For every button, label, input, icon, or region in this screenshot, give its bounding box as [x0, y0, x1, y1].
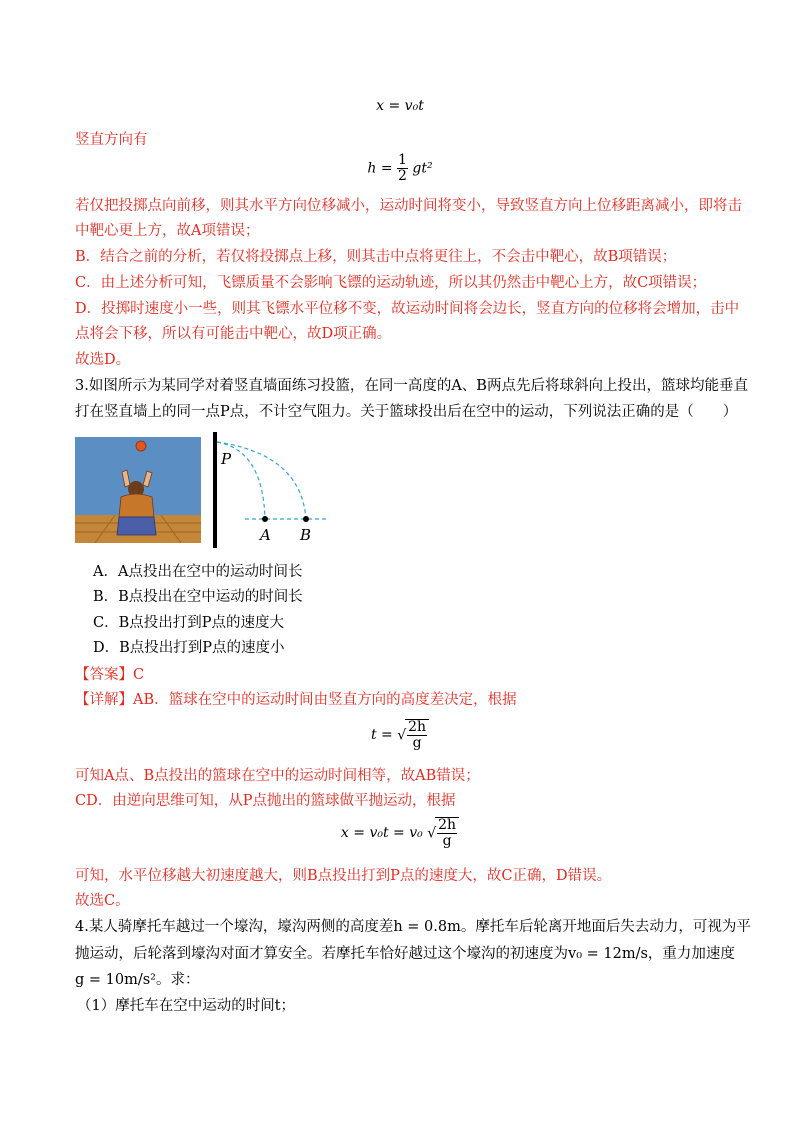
- conclude-cd: 可知，水平位移越大初速度越大，则B点投出打到P点的速度大，故C正确，D错误。: [75, 868, 612, 884]
- detail-ab-text: AB．篮球在空中的运动时间由竖直方向的高度差决定，根据: [133, 692, 517, 708]
- player-shorts: [117, 517, 156, 535]
- question-4-line1: 4.某人骑摩托车越过一个壕沟，壕沟两侧的高度差h = 0.8m。摩托车后轮离开地面后失去动力，可视为平: [75, 919, 751, 935]
- option-b: B．B点投出在空中运动的时间长: [93, 589, 303, 605]
- option-d: D．B点投出打到P点的速度小: [93, 640, 285, 656]
- question-3-line2: 打在竖直墙上的同一点P点，不计空气阻力。关于篮球投出后在空中的运动，下列说法正确的是（ ）: [75, 404, 738, 420]
- formula-t-sqrt: [0, 719, 800, 751]
- select-c: 故选C。: [75, 893, 130, 909]
- formula-x-v0t: [0, 98, 800, 114]
- fraction-numerator: 1: [398, 152, 407, 168]
- fraction-2h-g: [437, 818, 457, 849]
- answer-line: [75, 665, 144, 685]
- fraction-numerator: 2h: [408, 719, 427, 735]
- formula-x-sqrt: [0, 817, 800, 849]
- basketball-icon: [136, 441, 146, 451]
- paragraph-d-line2: 点将会下移，所以有可能击中靶心，故D项正确。: [75, 326, 392, 342]
- detail-cd: CD．由逆向思维可知，从P点抛出的篮球做平抛运动，根据: [75, 793, 456, 809]
- question-4-sub1: （1）摩托车在空中运动的时间t；: [77, 998, 296, 1014]
- paragraph-b: B．结合之前的分析，若仅将投掷点上移，则其击中点将更往上，不会击中靶心，故B项错误；: [75, 249, 677, 265]
- answer-tag: 【答案】: [75, 667, 133, 683]
- basketball-player-illustration: [75, 437, 201, 543]
- formula-lhs: h =: [367, 160, 393, 177]
- formula-text: x = v₀t: [376, 98, 424, 114]
- fraction-denominator: g: [442, 833, 452, 849]
- fraction-denominator: 2: [398, 168, 407, 184]
- label-b: B: [300, 526, 312, 544]
- question-4-line2: 抛运动，后轮落到壕沟对面才算安全。若摩托车恰好越过这个壕沟的初速度为v₀ = 12m/s，重力加速度: [75, 946, 735, 962]
- detail-tag: 【详解】: [75, 692, 133, 708]
- detail-ab: [75, 690, 517, 710]
- formula-h-half-gt2: [0, 153, 800, 184]
- paragraph-a-line1: 若仅把投掷点向前移，则其水平方向位移减小，运动时间将变小，导致竖直方向上位移距离减小，即将击: [75, 198, 742, 214]
- fraction-2h-g: [407, 720, 427, 751]
- fraction-half: [397, 153, 408, 184]
- answer-value: C: [133, 667, 145, 683]
- option-a: A．A点投出在空中的运动时间长: [93, 564, 303, 580]
- option-c: C．B点投出打到P点的速度大: [93, 615, 285, 631]
- fraction-denominator: g: [412, 735, 422, 751]
- player-jersey: [119, 494, 154, 517]
- conclude-ab: 可知A点、B点投出的篮球在空中的运动时间相等，故AB错误；: [75, 768, 480, 784]
- point-b: [303, 516, 309, 522]
- formula-lhs: t =: [370, 727, 393, 743]
- formula-lhs: x = v₀t = v₀: [340, 825, 423, 841]
- label-a: A: [260, 526, 271, 544]
- label-p: P: [221, 450, 232, 468]
- question-4-line3: g = 10m/s²。求：: [75, 972, 200, 988]
- trajectory-diagram: [205, 430, 340, 550]
- sqrt-radical: √ $\frac{2h}{g}$: [397, 719, 429, 751]
- formula-rhs: gt²: [412, 160, 433, 177]
- paragraph-a-line2: 中靶心更上方，故A项错误；: [75, 223, 260, 239]
- select-d: 故选D。: [75, 352, 131, 368]
- text-vertical-direction: 竖直方向有: [75, 132, 148, 148]
- question-3-line1: 3.如图所示为某同学对着竖直墙面练习投篮，在同一高度的A、B两点先后将球斜向上投出，篮球均能垂直: [75, 378, 748, 394]
- paragraph-c: C．由上述分析可知，飞镖质量不会影响飞镖的运动轨迹，所以其仍然击中靶心上方，故C项错误；: [75, 275, 707, 291]
- point-a: [262, 516, 268, 522]
- paragraph-d-line1: D．投掷时速度小一些，则其飞镖水平位移不变，故运动时间将会边长，竖直方向的位移将会增加，击中: [75, 301, 740, 317]
- fraction-numerator: 2h: [438, 817, 457, 833]
- sqrt-radical: √ $\frac{2h}{g}$: [427, 817, 459, 849]
